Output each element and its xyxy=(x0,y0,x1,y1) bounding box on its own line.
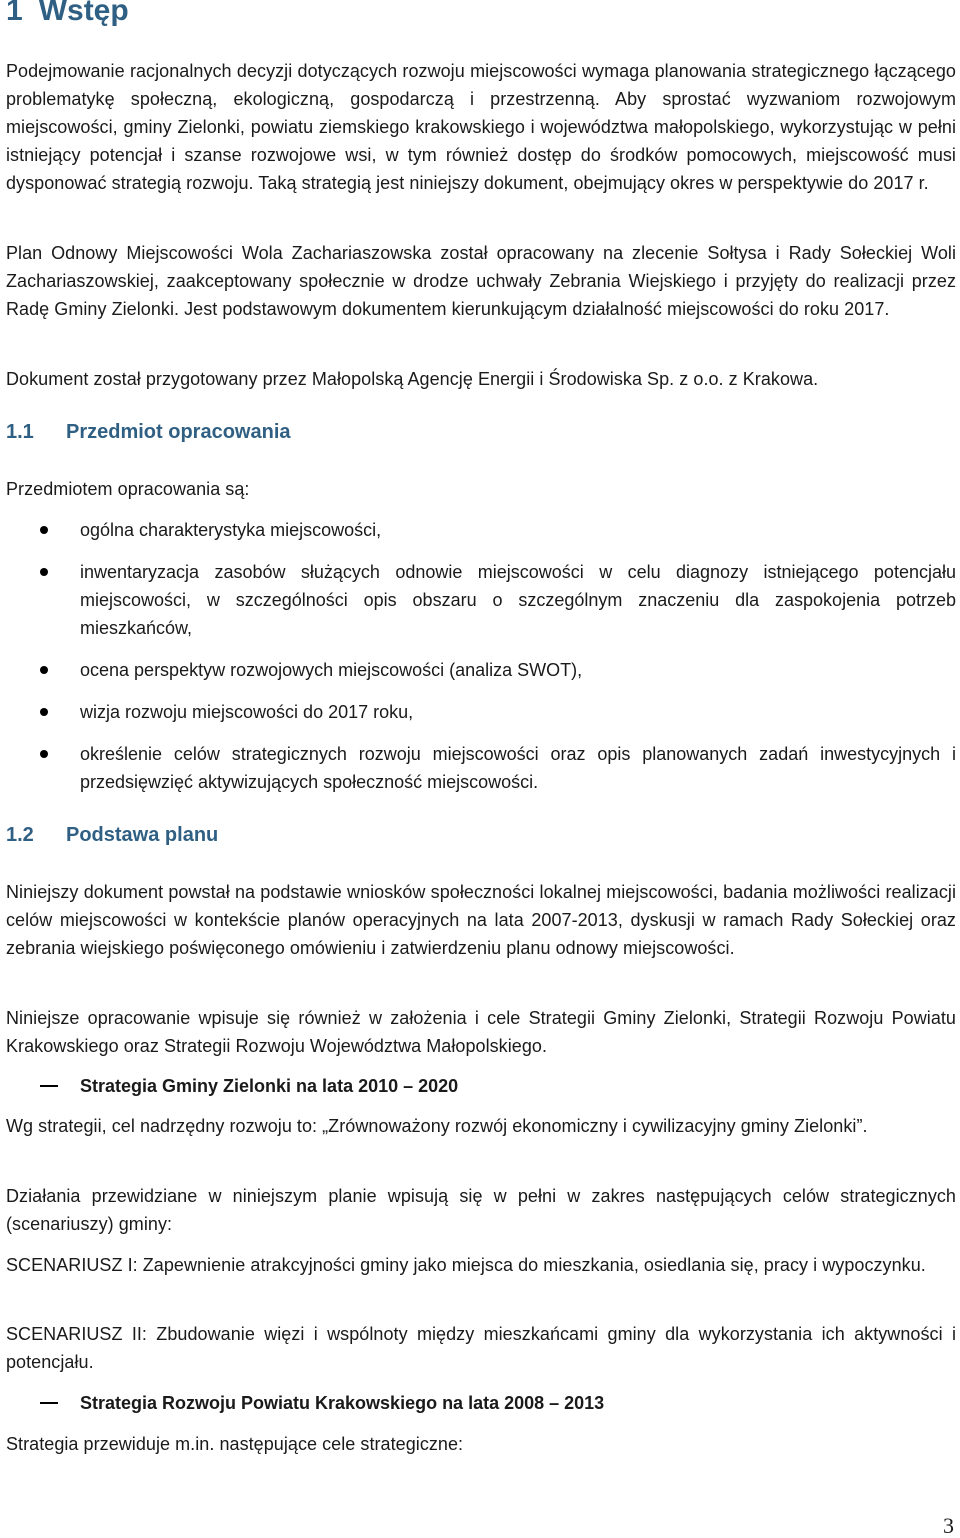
list-item: inwentaryzacja zasobów służących odnowie miejscowości w celu diagnozy istniejącego potencjału miejscowości, w szczególności opis obszaru o szczególnym znaczeniu dla zaspokojenia potrzeb mieszkańców, xyxy=(80,562,956,638)
section-1-2-paragraph-1: Niniejszy dokument powstał na podstawie wniosków społeczności lokalnej miejscowości, badania możliwości realizacji celów miejscowości w kontekście planów operacyjnych na lata 2007-2013, dyskusji w ramach Rady Sołeckiej oraz zebrania wiejskiego poświęconego omówieniu i zatwierdzeniu planu odnowy miejscowości. xyxy=(6,882,956,958)
bullet-dot-icon xyxy=(40,568,48,576)
list-item: ogólna charakterystyka miejscowości, xyxy=(80,520,382,540)
scenario-2: SCENARIUSZ II: Zbudowanie więzi i wspólnoty między mieszkańcami gminy dla wykorzystania ich aktywności i potencjału. xyxy=(6,1324,956,1372)
section-number: 1.2 xyxy=(6,824,34,846)
bullet-dot-icon xyxy=(40,666,48,674)
chapter-heading xyxy=(6,0,129,28)
strategy-gmina-paragraph-1: Wg strategii, cel nadrzędny rozwoju to: „Zrównoważony rozwój ekonomiczny i cywilizacyjny gminy Zielonki”. xyxy=(6,1116,868,1136)
list-item: wizja rozwoju miejscowości do 2017 roku, xyxy=(80,702,414,722)
bullet-dot-icon xyxy=(40,708,48,716)
dash-icon xyxy=(40,1402,58,1404)
section-1-2-paragraph-2: Niniejsze opracowanie wpisuje się również w założenia i cele Strategii Gminy Zielonki, Strategii Rozwoju Powiatu Krakowskiego oraz Strategii Rozwoju Województwa Małopolskiego. xyxy=(6,1008,956,1056)
bullet-dot-icon xyxy=(40,750,48,758)
section-heading-1-2 xyxy=(6,824,218,847)
section-1-1-lead: Przedmiotem opracowania są: xyxy=(6,479,250,499)
scenario-1: SCENARIUSZ I: Zapewnienie atrakcyjności gminy jako miejsca do mieszkania, osiedlania się, pracy i wypoczynku. xyxy=(6,1255,926,1275)
intro-paragraph-2: Plan Odnowy Miejscowości Wola Zachariaszowska został opracowany na zlecenie Sołtysa i Rady Sołeckiej Woli Zachariaszowskiej, zaakceptowany społecznie w drodze uchwały Zebrania Wiejskiego i przyjęty do realizacji przez Radę Gminy Zielonki. Jest podstawowym dokumentem kierunkującym działalność miejscowości do roku 2017. xyxy=(6,243,956,319)
section-title: Przedmiot opracowania xyxy=(66,421,291,443)
intro-paragraph-1: Podejmowanie racjonalnych decyzji dotyczących rozwoju miejscowości wymaga planowania strategicznego łączącego problematykę społeczną, ekologiczną, gospodarczą i przestrzenną. Aby sprostać wyzwaniom rozwojowym miejscowości, gminy Zielonki, powiatu ziemskiego krakowskiego i województwa małopolskiego, wykorzystując w pełni istniejący potencjał i szanse rozwojowe wsi, w tym również dostęp do środków pomocowych, miejscowość musi dysponować strategią rozwoju. Taką strategią jest niniejszy dokument, obejmujący okres w perspektywie do 2017 r. xyxy=(6,61,956,193)
section-number: 1.1 xyxy=(6,421,34,443)
chapter-number: 1 xyxy=(6,0,23,27)
page-number: 3 xyxy=(943,1513,954,1538)
section-heading-1-1 xyxy=(6,421,291,444)
chapter-title: Wstęp xyxy=(38,0,129,27)
strategy-title: Strategia Gminy Zielonki na lata 2010 – 2020 xyxy=(80,1076,459,1096)
list-item: ocena perspektyw rozwojowych miejscowości (analiza SWOT), xyxy=(80,660,583,680)
strategy-powiat-paragraph-1: Strategia przewiduje m.in. następujące cele strategiczne: xyxy=(6,1434,464,1454)
dash-icon xyxy=(40,1085,58,1087)
intro-paragraph-3: Dokument został przygotowany przez Małopolską Agencję Energii i Środowiska Sp. z o.o. z Krakowa. xyxy=(6,369,819,389)
list-item: określenie celów strategicznych rozwoju miejscowości oraz opis planowanych zadań inwestycyjnych i przedsięwzięć aktywizujących społeczność miejscowości. xyxy=(80,744,956,792)
section-title: Podstawa planu xyxy=(66,824,219,846)
bullet-dot-icon xyxy=(40,526,48,534)
strategy-gmina-paragraph-2: Działania przewidziane w niniejszym planie wpisują się w pełni w zakres następujących celów strategicznych (scenariuszy) gminy: xyxy=(6,1186,956,1234)
strategy-title: Strategia Rozwoju Powiatu Krakowskiego na lata 2008 – 2013 xyxy=(80,1393,605,1413)
